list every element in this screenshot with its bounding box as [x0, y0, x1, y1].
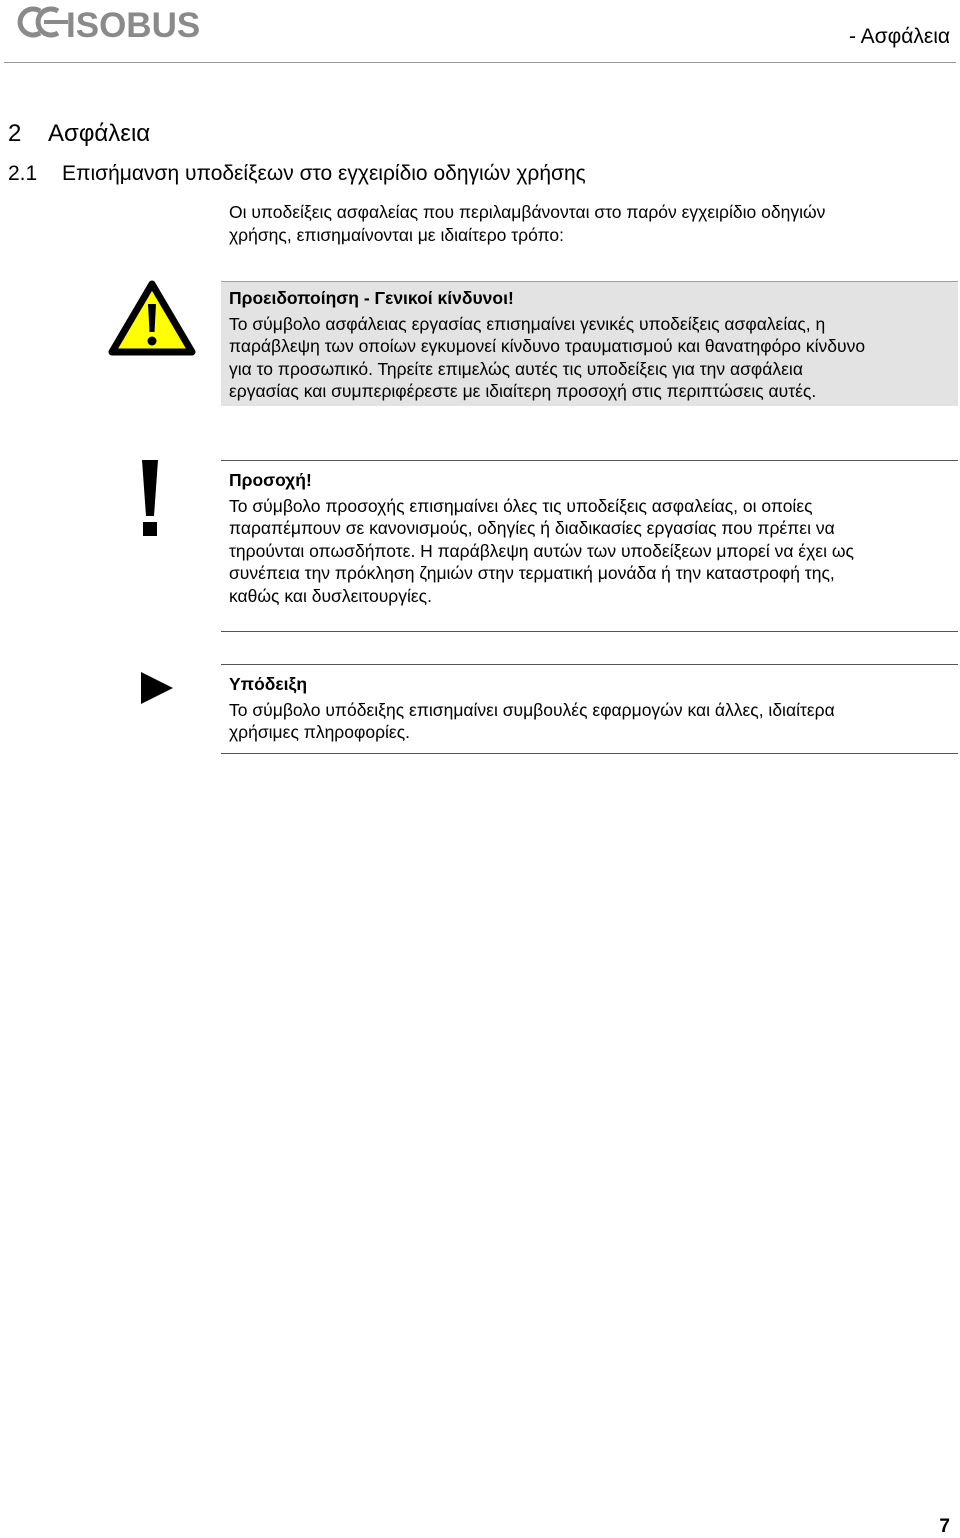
- heading-2: [8, 162, 586, 186]
- play-arrow-icon: [141, 672, 173, 704]
- heading-1-title: Ασφάλεια: [48, 120, 151, 147]
- caution-line: καθώς και δυσλειτουργίες.: [229, 585, 432, 606]
- intro-line: χρήσης, επισημαίνονται με ιδιαίτερο τρόπο:: [229, 225, 565, 245]
- intro-paragraph: [229, 201, 929, 247]
- heading-1: [8, 120, 150, 148]
- warning-title: Προειδοποίηση - Γενικοί κίνδυνοι!: [229, 288, 514, 308]
- hint-title: Υπόδειξη: [229, 674, 308, 694]
- warning-line: Το σύμβολο ασφάλειας εργασίας επισημαίνει γενικές υποδείξεις ασφαλείας, η: [229, 313, 826, 334]
- caution-notice: [221, 460, 958, 632]
- warning-line: εργασίας και συμπεριφέρεστε με ιδιαίτερη προσοχή στις περιπτώσεις αυτές.: [229, 381, 817, 401]
- header-title: - Ασφάλεια: [848, 25, 950, 48]
- exclamation-icon: [138, 460, 162, 536]
- logo-text: ISOBUS: [66, 6, 201, 45]
- hint-line: Το σύμβολο υπόδειξης επισημαίνει συμβουλές εφαρμογών και άλλες, ιδιαίτερα: [229, 699, 835, 720]
- hint-line: χρήσιμες πληροφορίες.: [229, 722, 411, 742]
- warning-notice: [221, 281, 958, 406]
- caution-line: Το σύμβολο προσοχής επισημαίνει όλες τις υποδείξεις ασφαλείας, οι οποίες: [229, 495, 813, 516]
- heading-2-title: Επισήμανση υποδείξεων στο εγχειρίδιο οδηγιών χρήσης: [62, 162, 586, 185]
- page-number: 7: [939, 1516, 950, 1537]
- warning-line: παράβλεψη των οποίων εγκυμονεί κίνδυνο τραυματισμού και θανατηφόρο κίνδυνο: [229, 336, 866, 356]
- hint-notice: [221, 664, 958, 754]
- cc-isobus-logo: [10, 2, 215, 46]
- heading-1-number: 2: [8, 120, 22, 147]
- warning-triangle-icon: [108, 280, 196, 358]
- warning-line: για το προσωπικό. Τηρείτε επιμελώς αυτές τις υποδείξεις για την ασφάλεια: [229, 358, 803, 379]
- caution-line: τηρούνται οπωσδήποτε. Η παράβλεψη αυτών των υποδείξεων μπορεί να έχει ως: [229, 540, 854, 561]
- caution-title: Προσοχή!: [229, 470, 312, 490]
- intro-line: Οι υποδείξεις ασφαλείας που περιλαμβάνονται στο παρόν εγχειρίδιο οδηγιών: [229, 202, 826, 222]
- heading-2-number: 2.1: [8, 162, 38, 185]
- page-header: [0, 0, 960, 64]
- caution-line: συνέπεια την πρόκληση ζημιών στην τερματική μονάδα ή την καταστροφή της,: [229, 563, 835, 583]
- header-divider: [4, 62, 956, 63]
- caution-line: παραπέμπουν σε κανονισμούς, οδηγίες ή διαδικασίες εργασίας που πρέπει να: [229, 518, 835, 538]
